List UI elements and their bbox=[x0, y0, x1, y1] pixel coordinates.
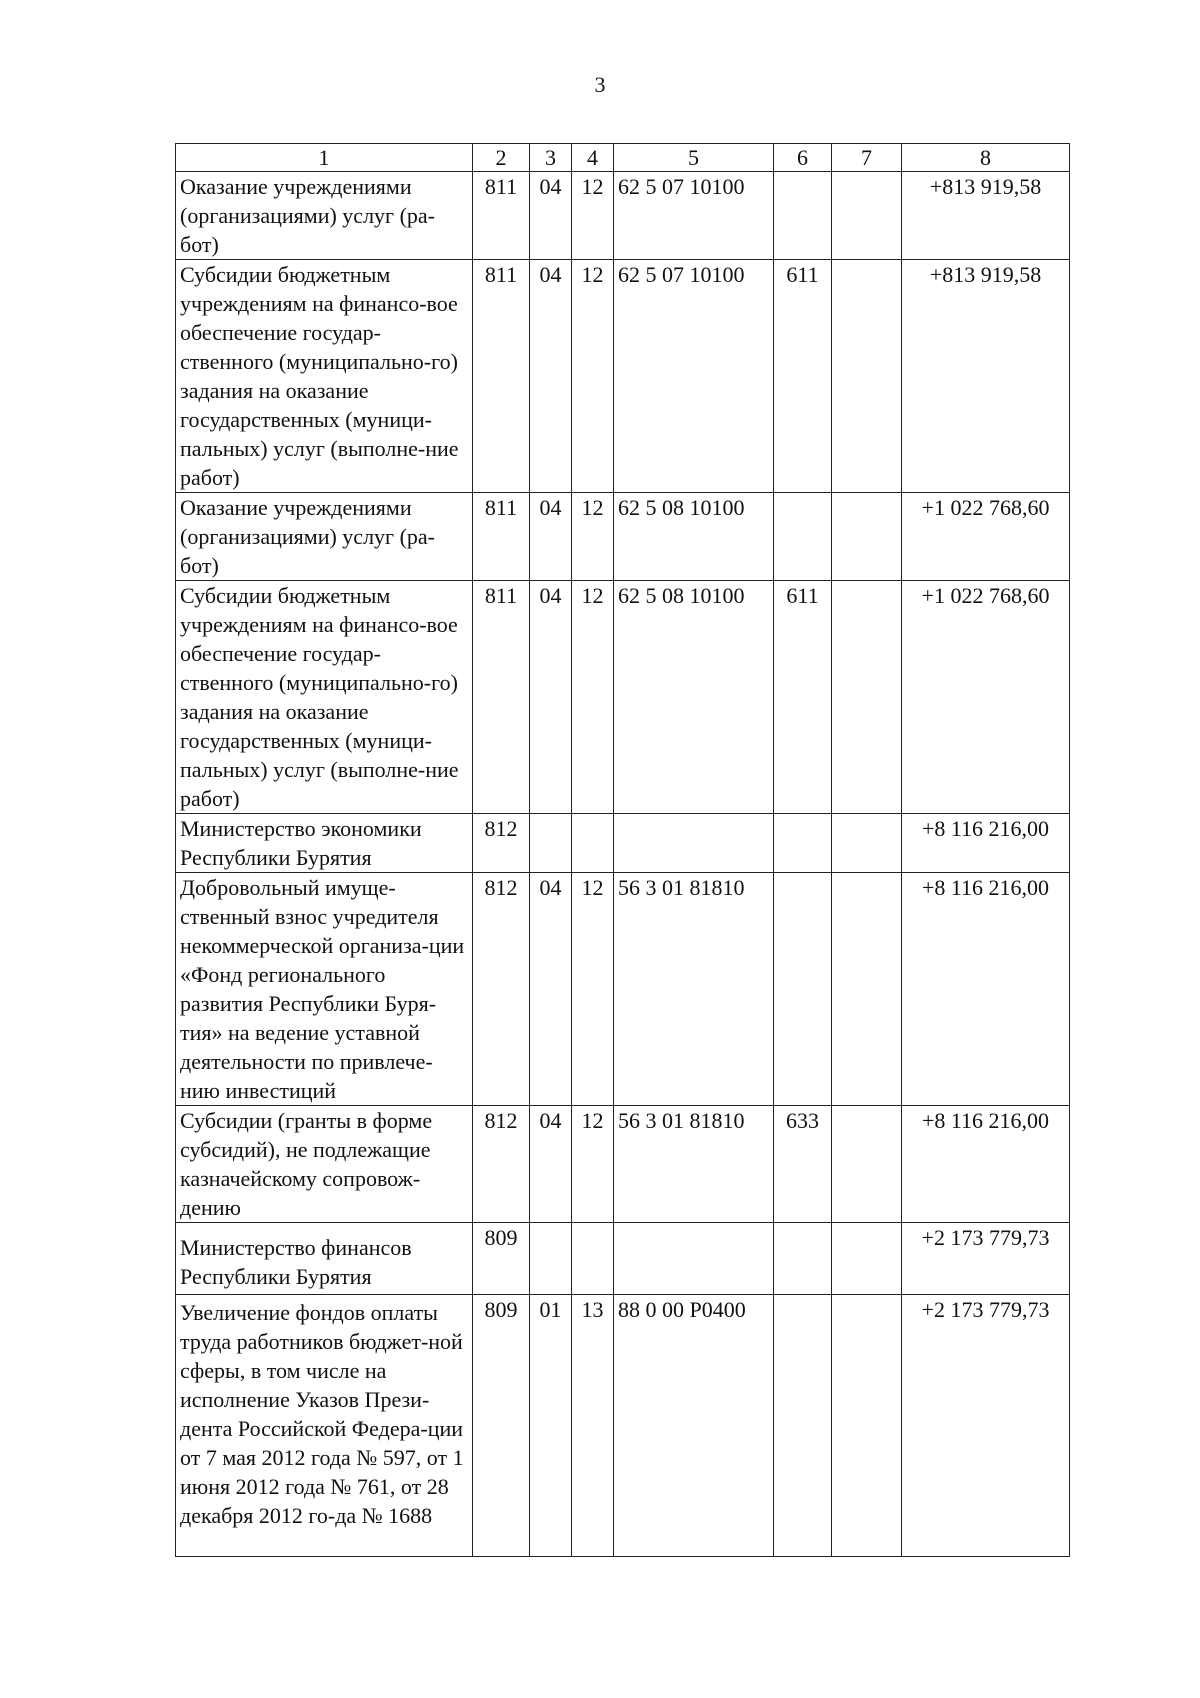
cell-expense-type bbox=[774, 1295, 832, 1557]
table-row bbox=[176, 260, 1070, 493]
row-name: Увеличение фондов оплаты труда работников бюджет-ной сферы, в том числе на исполнение Указов Прези-дента Российской Федера-ции от 7 мая 2012 года № 597, от 1 июня 2012 года № 761, от 28 декабря 2012 го-да № 1688 bbox=[176, 1295, 473, 1557]
row-name: Оказание учреждениями (организациями) услуг (ра-бот) bbox=[176, 172, 473, 260]
cell-amount: +2 173 779,73 bbox=[902, 1223, 1070, 1295]
cell-col7 bbox=[832, 581, 902, 814]
table-row bbox=[176, 1106, 1070, 1223]
cell-subsection-code: 12 bbox=[572, 260, 614, 493]
row-name: Министерство финансов Республики Бурятия bbox=[176, 1223, 473, 1295]
cell-col7 bbox=[832, 172, 902, 260]
table-row bbox=[176, 172, 1070, 260]
cell-section-code: 04 bbox=[530, 1106, 572, 1223]
page-number: 3 bbox=[594, 72, 606, 97]
cell-section-code bbox=[530, 1223, 572, 1295]
cell-amount: +8 116 216,00 bbox=[902, 873, 1070, 1106]
column-header: 7 bbox=[832, 144, 902, 172]
cell-subsection-code: 12 bbox=[572, 1106, 614, 1223]
cell-target-article bbox=[614, 1223, 774, 1295]
cell-amount: +813 919,58 bbox=[902, 172, 1070, 260]
budget-table bbox=[175, 143, 1070, 1557]
cell-target-article bbox=[614, 814, 774, 873]
cell-subsection-code: 12 bbox=[572, 873, 614, 1106]
column-header: 3 bbox=[530, 144, 572, 172]
cell-target-article: 88 0 00 Р0400 bbox=[614, 1295, 774, 1557]
cell-amount: +8 116 216,00 bbox=[902, 1106, 1070, 1223]
cell-amount: +8 116 216,00 bbox=[902, 814, 1070, 873]
row-name: Добровольный имуще-ственный взнос учредителя некоммерческой организа-ции «Фонд регионального развития Республики Буря-тия» на ведение уставной деятельности по привлече-нию инвестиций bbox=[176, 873, 473, 1106]
cell-target-article: 56 3 01 81810 bbox=[614, 1106, 774, 1223]
cell-expense-type bbox=[774, 814, 832, 873]
cell-subsection-code: 13 bbox=[572, 1295, 614, 1557]
cell-col7 bbox=[832, 493, 902, 581]
cell-col7 bbox=[832, 1223, 902, 1295]
row-name: Субсидии (гранты в форме субсидий), не подлежащие казначейскому сопровож-дению bbox=[176, 1106, 473, 1223]
cell-department-code: 811 bbox=[473, 493, 530, 581]
cell-target-article: 56 3 01 81810 bbox=[614, 873, 774, 1106]
cell-expense-type: 611 bbox=[774, 260, 832, 493]
cell-department-code: 809 bbox=[473, 1223, 530, 1295]
column-header: 5 bbox=[614, 144, 774, 172]
cell-department-code: 811 bbox=[473, 260, 530, 493]
table-row bbox=[176, 814, 1070, 873]
cell-subsection-code: 12 bbox=[572, 581, 614, 814]
cell-department-code: 811 bbox=[473, 172, 530, 260]
cell-amount: +1 022 768,60 bbox=[902, 493, 1070, 581]
row-name: Субсидии бюджетным учреждениям на финансо-вое обеспечение государ-ственного (муниципально-го) задания на оказание государственных (муници-пальных) услуг (выполне-ние работ) bbox=[176, 260, 473, 493]
cell-section-code: 04 bbox=[530, 873, 572, 1106]
cell-col7 bbox=[832, 873, 902, 1106]
cell-target-article: 62 5 08 10100 bbox=[614, 581, 774, 814]
cell-section-code: 04 bbox=[530, 172, 572, 260]
cell-target-article: 62 5 07 10100 bbox=[614, 172, 774, 260]
cell-section-code bbox=[530, 814, 572, 873]
table-row bbox=[176, 581, 1070, 814]
cell-subsection-code bbox=[572, 1223, 614, 1295]
table-row bbox=[176, 1295, 1070, 1557]
cell-subsection-code bbox=[572, 814, 614, 873]
cell-department-code: 811 bbox=[473, 581, 530, 814]
cell-col7 bbox=[832, 1106, 902, 1223]
column-header: 6 bbox=[774, 144, 832, 172]
cell-subsection-code: 12 bbox=[572, 172, 614, 260]
cell-amount: +2 173 779,73 bbox=[902, 1295, 1070, 1557]
row-name: Оказание учреждениями (организациями) услуг (ра-бот) bbox=[176, 493, 473, 581]
cell-target-article: 62 5 08 10100 bbox=[614, 493, 774, 581]
cell-expense-type bbox=[774, 172, 832, 260]
cell-expense-type bbox=[774, 1223, 832, 1295]
cell-department-code: 812 bbox=[473, 814, 530, 873]
cell-section-code: 04 bbox=[530, 260, 572, 493]
cell-department-code: 812 bbox=[473, 873, 530, 1106]
cell-expense-type: 611 bbox=[774, 581, 832, 814]
cell-subsection-code: 12 bbox=[572, 493, 614, 581]
column-header: 1 bbox=[176, 144, 473, 172]
cell-expense-type: 633 bbox=[774, 1106, 832, 1223]
cell-section-code: 04 bbox=[530, 581, 572, 814]
cell-col7 bbox=[832, 260, 902, 493]
cell-department-code: 812 bbox=[473, 1106, 530, 1223]
row-name: Министерство экономики Республики Бурятия bbox=[176, 814, 473, 873]
table-header-row bbox=[176, 144, 1070, 172]
cell-col7 bbox=[832, 1295, 902, 1557]
cell-section-code: 01 bbox=[530, 1295, 572, 1557]
table-row bbox=[176, 493, 1070, 581]
cell-expense-type bbox=[774, 873, 832, 1106]
cell-expense-type bbox=[774, 493, 832, 581]
table-row bbox=[176, 873, 1070, 1106]
column-header: 4 bbox=[572, 144, 614, 172]
cell-amount: +1 022 768,60 bbox=[902, 581, 1070, 814]
column-header: 2 bbox=[473, 144, 530, 172]
row-name: Субсидии бюджетным учреждениям на финансо-вое обеспечение государ-ственного (муниципально-го) задания на оказание государственных (муници-пальных) услуг (выполне-ние работ) bbox=[176, 581, 473, 814]
column-header: 8 bbox=[902, 144, 1070, 172]
cell-department-code: 809 bbox=[473, 1295, 530, 1557]
table-row bbox=[176, 1223, 1070, 1295]
cell-col7 bbox=[832, 814, 902, 873]
cell-section-code: 04 bbox=[530, 493, 572, 581]
cell-amount: +813 919,58 bbox=[902, 260, 1070, 493]
cell-target-article: 62 5 07 10100 bbox=[614, 260, 774, 493]
